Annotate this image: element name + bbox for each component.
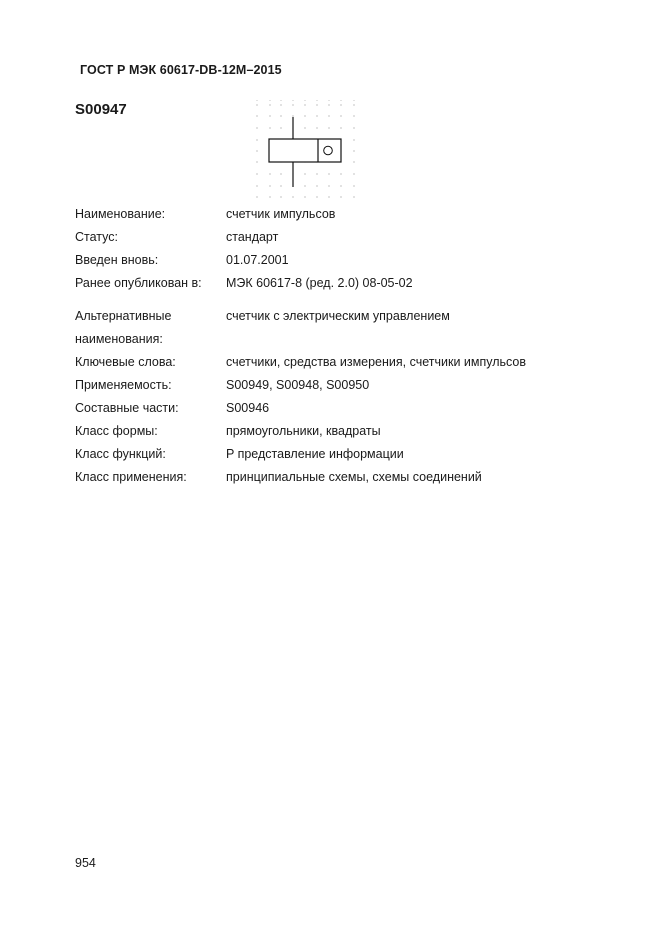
property-label: Ранее опубликован в:: [75, 276, 202, 290]
property-label: Альтернативные наименования:: [75, 309, 172, 346]
property-value: счетчик с электрическим управлением: [226, 309, 450, 323]
property-value: стандарт: [226, 230, 279, 244]
property-label: Введен вновь:: [75, 253, 159, 267]
property-value: S00946: [226, 401, 270, 415]
property-label: Статус:: [75, 230, 118, 244]
symbol-code: S00947: [75, 101, 127, 118]
property-value: счетчики, средства измерения, счетчики импульсов: [226, 355, 527, 369]
property-label: Класс функций:: [75, 447, 166, 461]
property-value: S00949, S00948, S00950: [226, 378, 370, 392]
property-value: P представление информации: [226, 447, 404, 461]
property-value: принципиальные схемы, схемы соединений: [226, 470, 482, 484]
property-label: Ключевые слова:: [75, 355, 176, 369]
property-label: Составные части:: [75, 401, 179, 415]
property-value: прямоугольники, квадраты: [226, 424, 381, 438]
document-header: ГОСТ Р МЭК 60617-DB-12M–2015: [80, 63, 282, 77]
property-label: Класс формы:: [75, 424, 158, 438]
property-label: Класс применения:: [75, 470, 187, 484]
property-value: МЭК 60617-8 (ред. 2.0) 08-05-02: [226, 276, 413, 290]
property-label: Применяемость:: [75, 378, 172, 392]
property-value: 01.07.2001: [226, 253, 289, 267]
property-label: Наименование:: [75, 207, 166, 221]
page-number: 954: [75, 856, 96, 870]
pulse-counter-symbol-icon: [250, 100, 360, 202]
pulse-counter-symbol-figure: [250, 100, 360, 202]
property-value: счетчик импульсов: [226, 207, 336, 221]
